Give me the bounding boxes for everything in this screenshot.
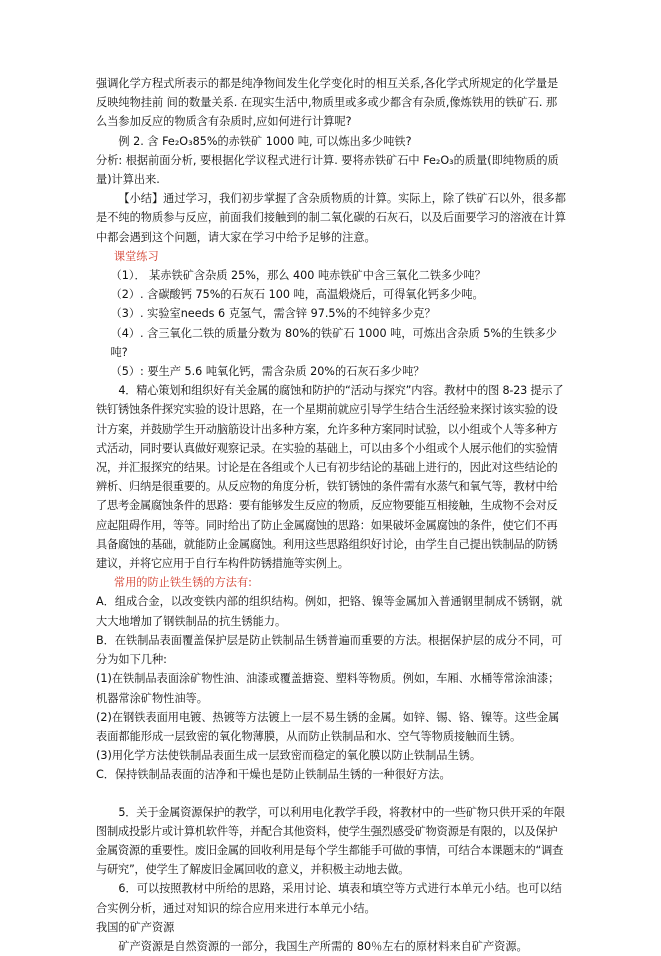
summary-paragraph: 【小结】通过学习，我们初步掌握了含杂质物质的计算。实际上，除了铁矿石以外，很多都是不纯的物质参与反应，前面我们接触到的制二氧化碳的石灰石，以及后面要学习的溶液在计算中都会遇到这个问题，请大家在学习中给予足够的注意。 (96, 192, 566, 244)
rust-method-a: A．组成合金，以改变铁内部的组织结构。例如，把铬、镍等金属加入普通钢里制成不锈钢，就大大地增加了钢铁制品的抗生锈能力。 (96, 595, 563, 628)
resource-paragraph: 矿产资源是自然资源的一部分，我国生产所需的 80％左右的原材料来自矿产资源。 (118, 939, 528, 953)
intro-paragraph: 强调化学方程式所表示的都是纯净物间发生化学变化时的相互关系,各化学式所规定的化学量是反映纯物挂前 间的数量关系. 在现实生活中,物质里或多或少都含有杂质,像炼铁用的铁矿石. 那么当参加反应的物质含有杂质时,应如何进行计算呢? (96, 77, 559, 129)
practice-item-5: （5）: 要生产 5.6 吨氧化钙，需含杂质 20%的石灰石多少吨？ (110, 365, 425, 379)
rust-method-c: C．保持铁制品表面的洁净和干燥也是防止铁制品生锈的一种很好方法。 (96, 768, 451, 782)
practice-item-3: （3）. 实验室needs 6 克氢气，需含锌 97.5%的不纯锌多少克？ (110, 307, 436, 321)
rust-method-b2: (2)在钢铁表面用电镀、热镀等方法镀上一层不易生锈的金属。如锌、锡、铬、镍等。这些金属表面都能形成一层致密的氧化物薄膜，从而防止铁制品和水、空气等物质接触而生锈。 (96, 710, 560, 743)
rust-prevention-heading: 常用的防止铁生锈的方法有: (113, 576, 252, 590)
rust-method-b3: (3)用化学方法使铁制品表面生成一层致密而稳定的氧化膜以防止铁制品生锈。 (96, 749, 482, 763)
point-5-paragraph: 5．关于金属资源保护的教学，可以利用电化教学手段，将教材中的一些矿物只供开采的年限图制成投影片或计算机软件等，并配合其他资料，使学生强烈感受矿物资源是有限的，以及保护金属资源的重要性。废旧金属的回收利用是每个学生都能手可做的事情，可结合本课题末的“调查与研究”，使学生了解废旧金属回收的意义，并积极主动地去做。 (96, 805, 565, 877)
practice-item-2: （2）. 含碳酸钙 75%的石灰石 100 吨，高温煅烧后，可得氧化钙多少吨。 (110, 288, 484, 302)
practice-item-4: （4）. 含三氧化二铁的质量分数为 80%的铁矿石 1000 吨，可炼出含杂质 5%的生铁多少吨? (110, 326, 557, 359)
analysis-paragraph: 分析: 根据前面分析, 要根据化学议程式进行计算. 要将赤铁矿石中 Fe₂O₃的质量(即纯物质的质量)计算出来. (96, 153, 559, 187)
example-2: 例 2. 含 Fe₂O₃85%的赤铁矿 1000 吨, 可以炼出多少吨铁? (118, 134, 412, 148)
document-body (96, 74, 566, 956)
practice-heading: 课堂练习 (113, 249, 159, 263)
paragraph-gap (96, 785, 566, 803)
rust-method-b1: (1)在铁制品表面涂矿物性油、油漆或覆盖搪瓷、塑料等物质。例如，车厢、水桶等常涂油漆；机器常涂矿物性油等。 (96, 672, 560, 705)
rust-method-b: B．在铁制品表面覆盖保护层是防止铁制品生锈普遍而重要的方法。根据保护层的成分不同，可分为如下几种: (96, 633, 563, 667)
resource-heading: 我国的矿产资源 (96, 920, 175, 934)
point-6-paragraph: 6．可以按照教材中所给的思路，采用讨论、填表和填空等方式进行本单元小结。也可以结合实例分析，通过对知识的综合应用来进行本单元小结。 (96, 882, 562, 915)
practice-item-1: （1）． 某赤铁矿含杂质 25%，那么 400 吨赤铁矿中含三氧化二铁多少吨？ (110, 269, 486, 283)
point-4-paragraph: 4．精心策划和组织好有关金属的腐蚀和防护的“活动与探究”内容。教材中的图 8-23 提示了铁钉锈蚀条件探究实验的设计思路，在一个星期前就应引导学生结合生活经验来探讨该实验的设计方案，并鼓励学生开动脑筋设计出多种方案，允许多种方案同时试验，以小组或个人等多种方式活动，同时要认真做好观察记录。在实验的基础上，可以由多个小组或个人展示他们的实验情况，并汇报探究的结果。讨论是在各组或个人已有初步结论的基础上进行的，因此对这些结论的辨析、归纳是很重要的。从反应物的角度分析，铁钉锈蚀的条件需有水蒸气和氧气等，教材中给了思考金属腐蚀条件的思路：要有能够发生反应的物质，反应物要能互相接触，生成物不会对反应起阻碍作用，等等。同时给出了防止金属腐蚀的思路：如果破坏金属腐蚀的条件，使它们不再具备腐蚀的基础，就能防止金属腐蚀。利用这些思路组织好讨论，由学生自己提出铁制品的防锈建议，并将它应用于自行车构件防锈措施等实例上。 (96, 384, 564, 571)
